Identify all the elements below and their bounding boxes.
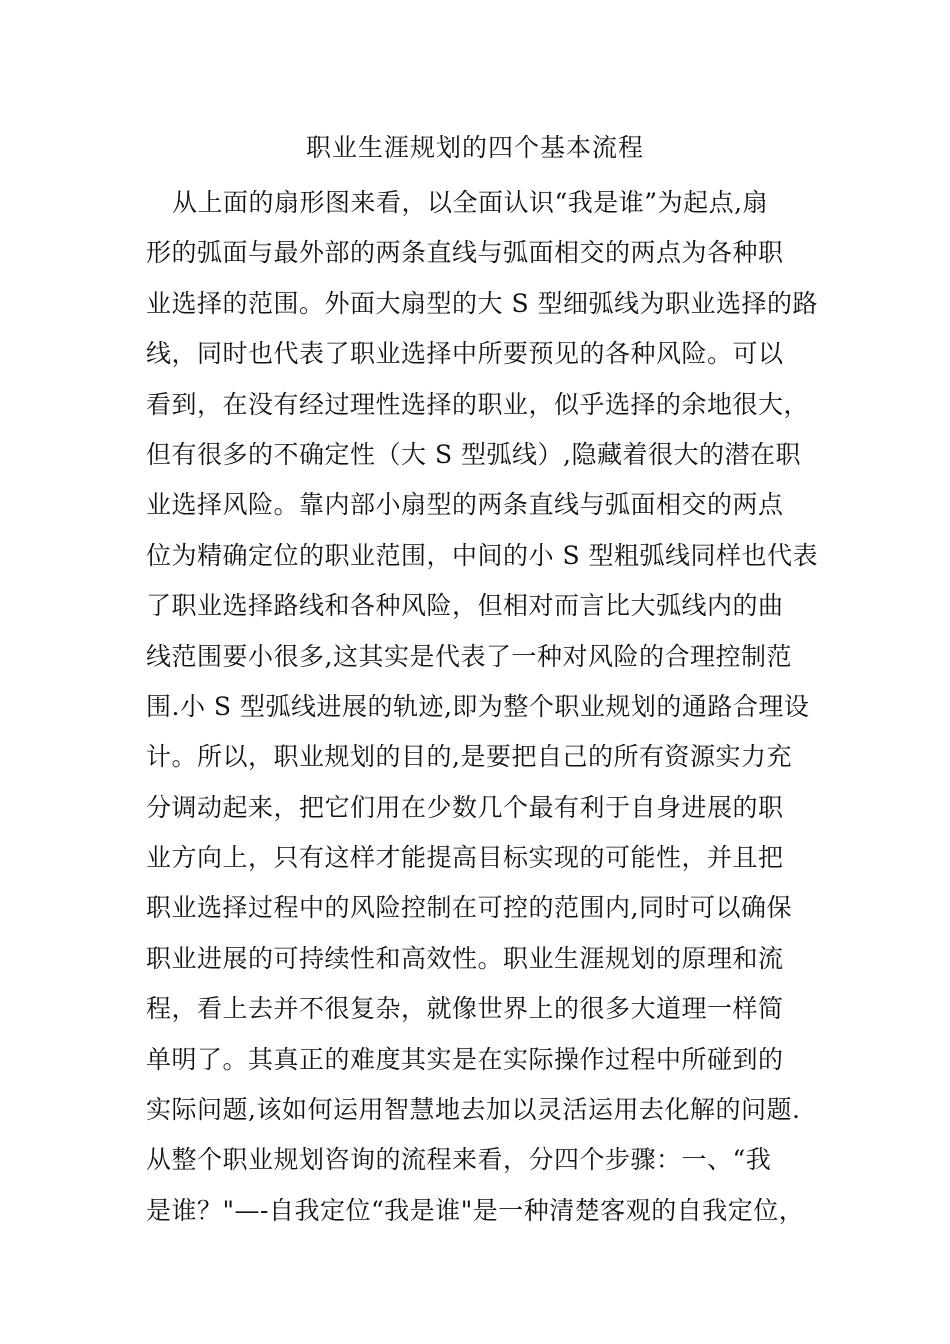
body-line: 程，看上去并不很复杂，就像世界上的很多大道理一样简 [146, 994, 784, 1024]
body-line: 位为精确定位的职业范围，中间的小 S 型粗弧线同样也代表 [146, 540, 819, 570]
body-line: 从整个职业规划咨询的流程来看，分四个步骤：一、“我 [146, 1145, 772, 1175]
body-line: 了职业选择路线和各种风险，但相对而言比大弧线内的曲 [146, 591, 784, 621]
document-title: 职业生涯规划的四个基本流程 [305, 133, 644, 162]
body-line: 实际问题,该如何运用智慧地去加以灵活运用去化解的问题. [146, 1095, 801, 1125]
body-line: 计。所以，职业规划的目的,是要把自己的所有资源实力充 [146, 742, 792, 772]
body-line: 形的弧面与最外部的两条直线与弧面相交的两点为各种职 [146, 238, 784, 268]
body-line: 业选择的范围。外面大扇型的大 S 型细弧线为职业选择的路 [146, 288, 819, 318]
body-line: 线，同时也代表了职业选择中所要预见的各种风险。可以 [146, 339, 784, 369]
body-line: 分调动起来，把它们用在少数几个最有利于自身进展的职 [146, 792, 784, 822]
body-line: 职业进展的可持续性和高效性。职业生涯规划的原理和流 [146, 943, 784, 973]
body-line: 业方向上，只有这样才能提高目标实现的可能性，并且把 [146, 843, 784, 873]
body-line: 业选择风险。靠内部小扇型的两条直线与弧面相交的两点 [146, 490, 784, 520]
body-line: 是谁？"—-自我定位“我是谁"是一种清楚客观的自我定位， [146, 1195, 805, 1225]
body-line: 线范围要小很多,这其实是代表了一种对风险的合理控制范 [146, 641, 792, 671]
body-line: 围.小 S 型弧线进展的轨迹,即为整个职业规划的通路合理设 [146, 691, 810, 721]
body-line: 单明了。其真正的难度其实是在实际操作过程中所碰到的 [146, 1044, 784, 1074]
document-body [146, 178, 826, 1236]
body-line: 职业选择过程中的风险控制在可控的范围内,同时可以确保 [146, 893, 792, 923]
body-line: 从上面的扇形图来看，以全面认识“我是谁”为起点,扇 [172, 188, 769, 217]
body-line: 看到，在没有经过理性选择的职业，似乎选择的余地很大， [146, 389, 810, 419]
body-line: 但有很多的不确定性（大 S 型弧线）,隐藏着很大的潜在职 [146, 439, 801, 469]
